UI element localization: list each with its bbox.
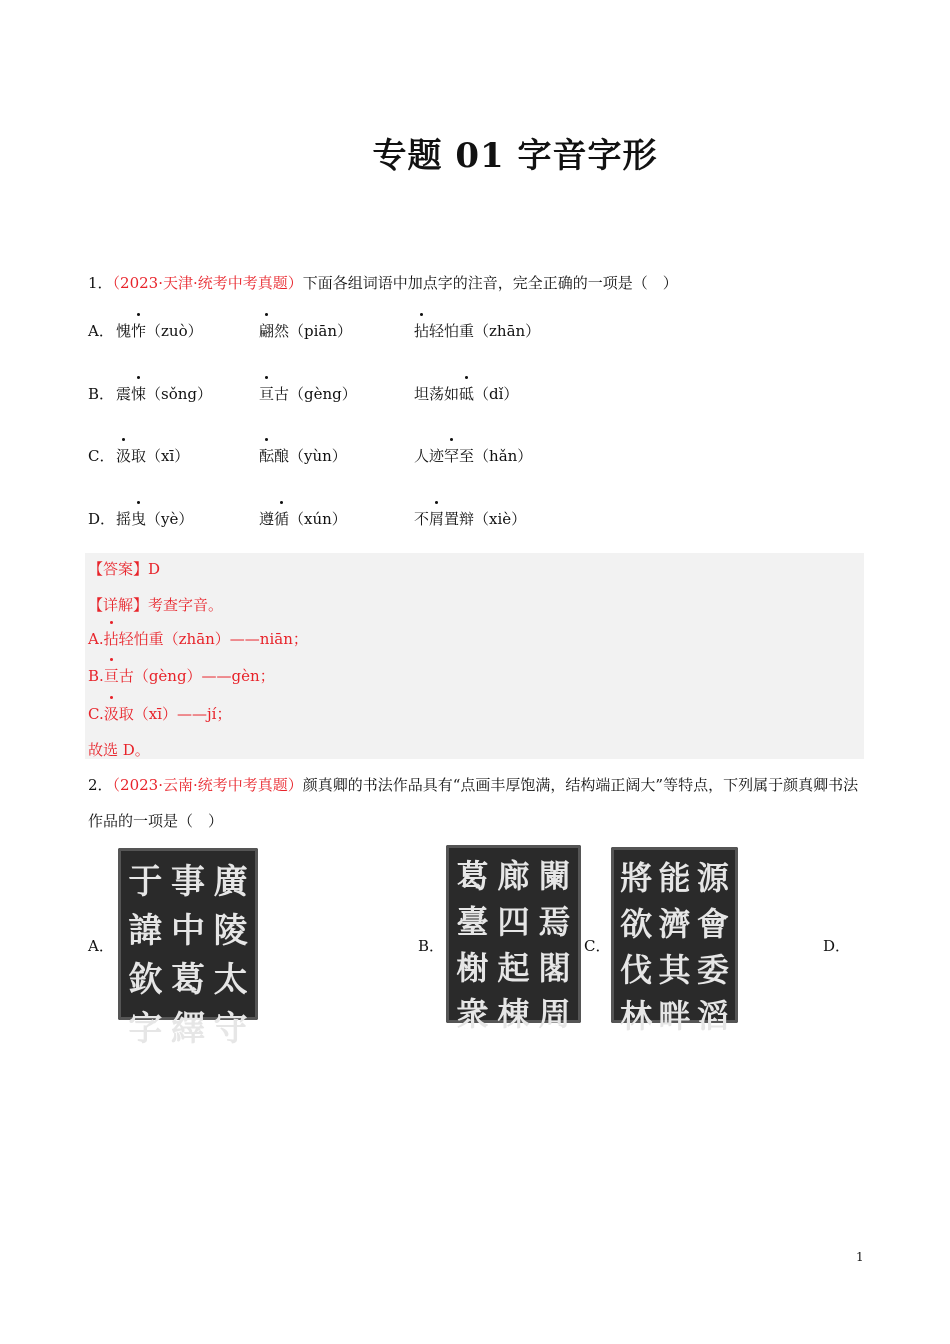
option-word [116,383,212,404]
calligraphy-char: 濟 [658,905,691,943]
word-suffix: （dǐ） [474,385,519,403]
explain-c [88,703,231,724]
explain-b-label: B. [88,667,104,685]
calligraphy-char: 廊 [497,857,530,895]
dotted-char: 汲 [103,705,119,723]
answer-box [85,553,864,759]
calligraphy-char: 伐 [620,951,653,989]
option-word [414,508,526,529]
page-title: 专题 01 字音字形 [372,136,658,176]
option-word [414,320,540,341]
word-suffix: 古（gèng） [274,385,357,403]
calligraphy-char: 臺 [456,903,489,941]
calligraphy-char: 闌 [538,857,571,895]
option-b-label: B． [418,937,445,955]
calligraphy-char: 四 [497,903,530,941]
calligraphy-char: 太 [213,960,248,1000]
word-suffix: 至（hǎn） [459,447,533,465]
explain-c-label: C. [88,705,104,723]
option-a-label: A． [88,937,114,955]
option-c-label: C． [584,937,611,955]
option-row [88,445,868,471]
word-suffix: （sǒng） [146,385,213,403]
calligraphy-image-c [611,847,738,1035]
question-text: 下面各组词语中加点字的注音，完全正确的一项是（ ） [302,274,678,292]
calligraphy-char: 葛 [170,960,205,1000]
explain-a-text: 轻怕重（zhān）——niān； [118,630,308,648]
question-text: 颜真卿的书法作品具有“点画丰厚饱满，结构端正阔大”等特点，下列属于颜真卿书法作品的一项是（ ） [88,776,859,830]
conclusion-line: 故选 D。 [88,741,150,759]
calligraphy-char: 衆 [456,995,489,1033]
calligraphy-char: 廣 [213,862,248,902]
dotted-char: 砥 [459,385,475,403]
option-row [88,508,868,534]
answer-line: 【答案】D [88,560,161,578]
word-suffix: 然（piān） [274,322,353,340]
calligraphy-char: 起 [497,949,530,987]
dotted-char: 曳 [131,510,147,528]
calligraphy-char: 守 [213,1009,248,1049]
question-1-stem [88,272,678,294]
question-number: 2． [88,776,113,794]
word-prefix: 愧 [116,322,132,340]
calligraphy-char: 滔 [696,997,729,1035]
option-d-label: D． [823,937,851,955]
explain-c-text: 取（xī）——jí； [118,705,232,723]
option-row [88,383,868,409]
option-word [259,508,347,529]
word-prefix: 摇 [116,510,132,528]
word-prefix: 坦荡如 [414,385,460,403]
option-word [259,445,347,466]
calligraphy-char: 諱 [128,911,163,951]
calligraphy-char: 于 [128,862,163,902]
option-word [116,508,193,529]
word-prefix: 遵 [259,510,275,528]
word-suffix: （zuò） [146,322,203,340]
calligraphy-char: 陵 [213,911,248,951]
calligraphy-char: 中 [170,911,205,951]
option-letter: A． [88,322,114,340]
calligraphy-char: 欲 [620,905,653,943]
dotted-char: 罕 [444,447,460,465]
word-prefix: 人迹 [414,447,445,465]
option-letter: B． [88,385,115,403]
explain-b-text: 古（gèng）——gèn； [118,667,275,685]
calligraphy-char: 欽 [128,960,163,1000]
calligraphy-char: 能 [658,859,691,897]
calligraphy-char: 閣 [538,949,571,987]
calligraphy-char: 將 [620,859,653,897]
explain-b [88,665,275,686]
option-letter: D． [88,510,116,528]
question-number: 1． [88,274,113,292]
dotted-char: 拈 [414,322,430,340]
word-suffix: 置辩（xiè） [444,510,527,528]
option-word [116,320,203,341]
word-prefix: 不 [414,510,430,528]
option-letter: C． [88,447,115,465]
calligraphy-image-a [118,848,258,1049]
calligraphy-char: 繹 [170,1009,205,1049]
explain-line: 【详解】考查字音。 [88,596,224,614]
word-prefix: 震 [116,385,132,403]
dotted-char: 循 [274,510,290,528]
calligraphy-char: 畔 [658,997,691,1035]
calligraphy-char: 棟 [497,995,530,1033]
calligraphy-char: 事 [170,862,205,902]
question-source: （2023·天津·统考中考真题） [112,274,303,292]
calligraphy-char: 焉 [538,903,571,941]
dotted-char: 酝 [259,447,275,465]
calligraphy-char: 其 [658,951,691,989]
option-word [116,445,189,466]
dotted-char: 悚 [131,385,147,403]
word-suffix: （yè） [146,510,194,528]
word-suffix: 取（xī） [131,447,190,465]
option-word [259,383,357,404]
calligraphy-char: 榭 [456,949,489,987]
question-2-stem [88,767,864,839]
option-row [88,320,868,346]
dotted-char: 汲 [116,447,132,465]
option-word [259,320,352,341]
calligraphy-char: 林 [620,997,653,1035]
explain-a-label: A. [88,630,104,648]
page-number: 1 [856,1250,864,1264]
calligraphy-char: 字 [128,1009,163,1049]
explain-a [88,628,308,649]
dotted-char: 亘 [103,667,119,685]
question-source: （2023·云南·统考中考真题） [112,776,303,794]
word-suffix: 酿（yùn） [274,447,347,465]
dotted-char: 拈 [103,630,119,648]
dotted-char: 翩 [259,322,275,340]
calligraphy-char: 會 [696,905,729,943]
dotted-char: 亘 [259,385,275,403]
dotted-char: 屑 [429,510,445,528]
calligraphy-char: 委 [696,951,729,989]
option-word [414,383,518,404]
calligraphy-char: 周 [538,995,571,1033]
dotted-char: 怍 [131,322,147,340]
option-word [414,445,532,466]
word-suffix: （xún） [289,510,347,528]
calligraphy-image-b [446,845,581,1033]
calligraphy-char: 源 [696,859,729,897]
calligraphy-char: 葛 [456,857,489,895]
word-suffix: 轻怕重（zhān） [429,322,541,340]
